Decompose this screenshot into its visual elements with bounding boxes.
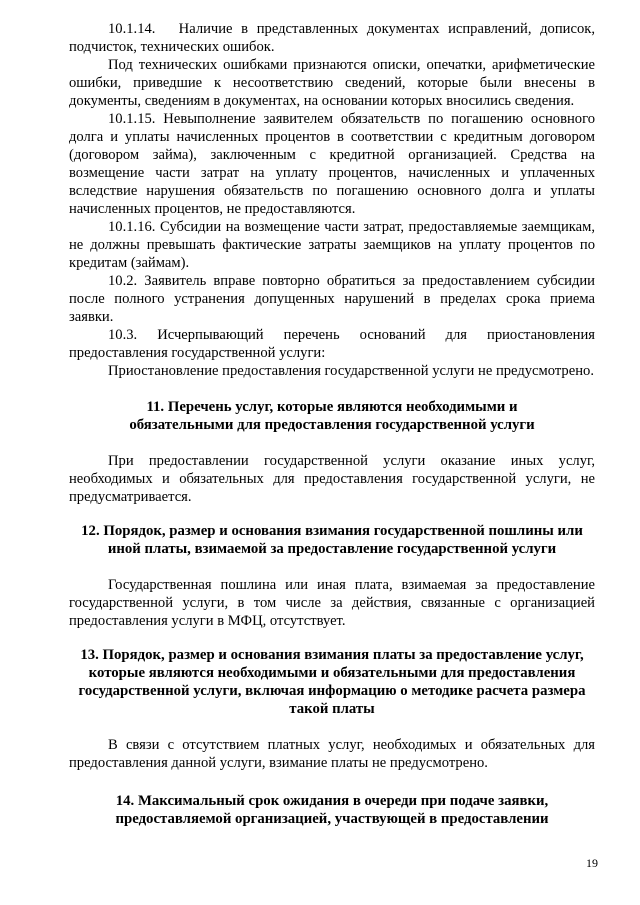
section-heading: [69, 522, 595, 558]
section-spacer: [69, 434, 595, 452]
section-spacer: [69, 506, 595, 522]
section-heading-line: 12. Порядок, размер и основания взимания государственной пошлины или: [81, 523, 583, 539]
section-spacer: [69, 380, 595, 398]
section-spacer: [69, 772, 595, 792]
body-paragraph: 10.1.15. Невыполнение заявителем обязательств по погашению основного долга и уплаты начисленных процентов в соответствии с кредитным договором (договором займа), заключенным с кредитной организацией. Средства на возмещение части затрат на уплату процентов, начисленных и уплаченных вследствие нарушения обязательств по погашению основного долга и уплаты начисленных процентов, не предоставляются.: [69, 111, 595, 217]
body-paragraph: 10.3. Исчерпывающий перечень оснований для приостановления предоставления государственной услуги:: [69, 327, 595, 361]
body-paragraph: В связи с отсутствием платных услуг, необходимых и обязательных для предоставления данной услуги, взимание платы не предусмотрено.: [69, 737, 595, 771]
section-heading-line: иной платы, взимаемой за предоставление государственной услуги: [107, 541, 557, 557]
section-heading-line: государственной услуги, включая информацию о методике расчета размера: [78, 683, 586, 699]
section-heading: [69, 792, 595, 828]
section-spacer: [69, 558, 595, 576]
section-heading-line: 14. Максимальный срок ожидания в очереди при подаче заявки,: [115, 793, 549, 809]
section-heading-line: 13. Порядок, размер и основания взимания платы за предоставление услуг,: [80, 647, 584, 663]
section-heading-line: такой платы: [289, 701, 375, 717]
body-paragraph: Под технических ошибками признаются описки, опечатки, арифметические ошибки, приведшие к несоответствию сведений, которые были внесены в документы, сведениям в документах, на основании которых вносились сведения.: [69, 57, 595, 109]
section-spacer: [69, 718, 595, 736]
page-content: [69, 20, 595, 828]
body-paragraph: 10.1.14. Наличие в представленных документах исправлений, дописок, подчисток, технических ошибок.: [69, 21, 595, 55]
section-heading-line: которые являются необходимыми и обязательными для предоставления: [88, 665, 576, 681]
section-heading: [69, 646, 595, 718]
page-number: 19: [586, 856, 598, 870]
body-paragraph: 10.2. Заявитель вправе повторно обратиться за предоставлением субсидии после полного устранения допущенных нарушений в пределах срока приема заявки.: [69, 273, 595, 325]
section-heading-line: предоставляемой организацией, участвующей в предоставлении: [115, 811, 549, 827]
body-paragraph: Государственная пошлина или иная плата, взимаемая за предоставление государственной услуги, в том числе за действия, связанные с организацией предоставления услуги в МФЦ, отсутствует.: [69, 577, 595, 629]
section-heading-line: 11. Перечень услуг, которые являются необходимыми и: [146, 399, 518, 415]
section-heading: [69, 398, 595, 434]
body-paragraph: При предоставлении государственной услуги оказание иных услуг, необходимых и обязательных для предоставления государственной услуги, не предусматривается.: [69, 453, 595, 505]
body-paragraph: Приостановление предоставления государственной услуги не предусмотрено.: [108, 363, 594, 379]
section-heading-line: обязательными для предоставления государственной услуги: [129, 417, 535, 433]
section-spacer: [69, 630, 595, 646]
body-paragraph: 10.1.16. Субсидии на возмещение части затрат, предоставляемые заемщикам, не должны превышать фактические затраты заемщиков на уплату процентов по кредитам (займам).: [69, 219, 595, 271]
